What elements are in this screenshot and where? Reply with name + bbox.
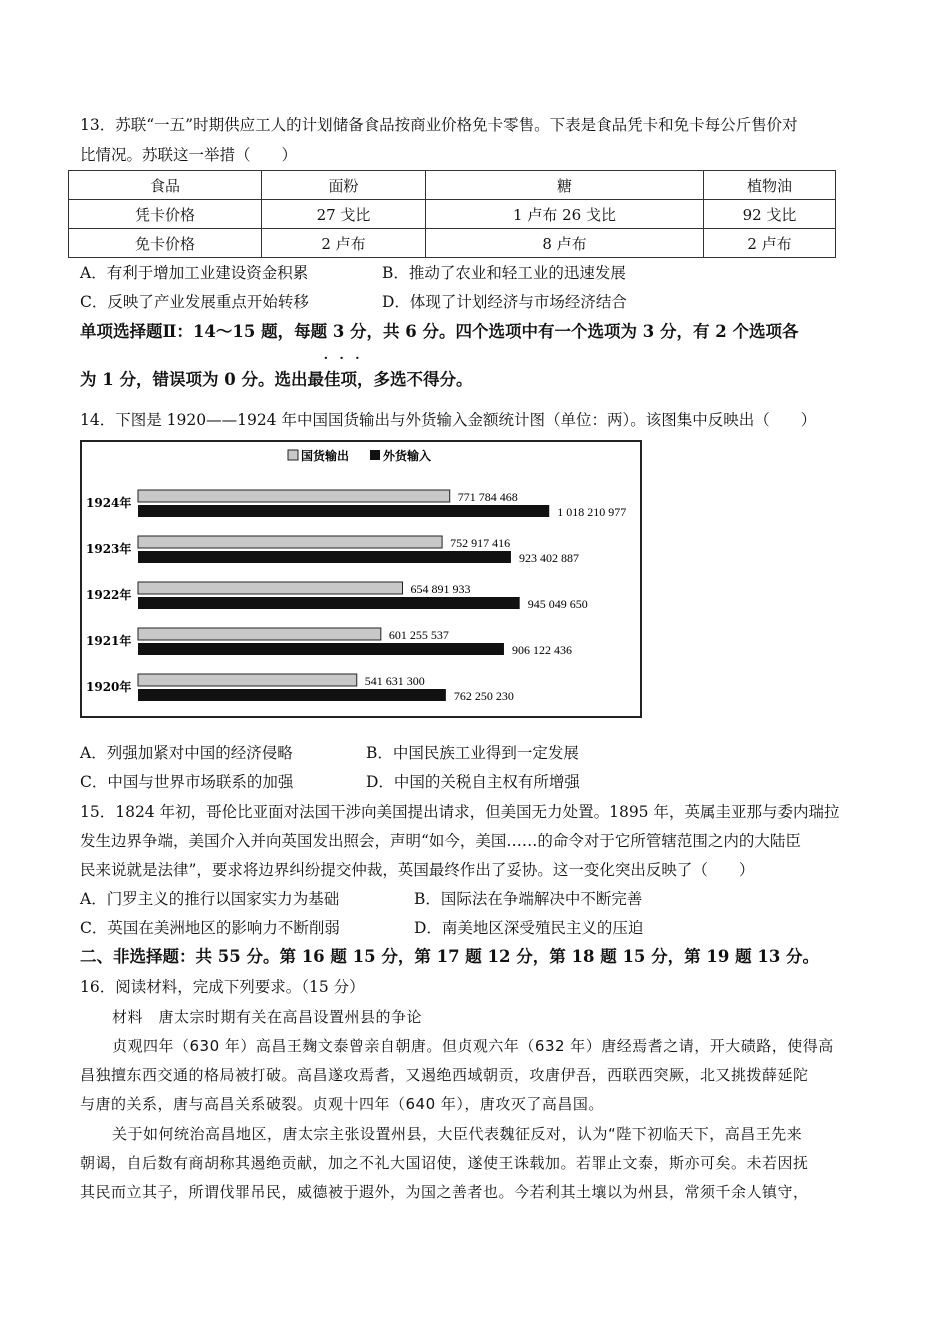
q15-stem-line1: 15．1824 年初，哥伦比亚面对法国干涉向美国提出请求，但美国无力处置。1895 年，英属圭亚那与委内瑞拉 (80, 803, 840, 821)
y-tick-label: 1924年 (86, 496, 132, 510)
q15-stem-line3: 民来说就是法律”，要求将边界纠纷提交仲裁，英国最终作出了妥协。这一变化突出反映了（ ） (80, 861, 755, 879)
bar-import (138, 643, 504, 655)
material-p2-line3: 其民而立其子，所谓伐罪吊民，威德被于遐外，为国之善者也。今若利其土壤以为州县，常须千余人镇守， (80, 1183, 809, 1201)
material-title: 材料 唐太宗时期有关在高昌设置州县的争论 (112, 1008, 423, 1026)
q14-option-d: D．中国的关税自主权有所增强 (366, 773, 580, 791)
bar-import (138, 597, 520, 609)
emphasis-dots: ··· (323, 348, 371, 369)
q13-stem-line1: 13．苏联“一五”时期供应工人的计划储备食品按商业价格免卡零售。下表是食品凭卡和免卡每公斤售价对 (80, 116, 798, 134)
y-tick-label: 1923年 (86, 542, 132, 556)
legend-swatch-import (370, 450, 380, 460)
bar-export (138, 536, 442, 548)
table-cell: 8 卢布 (426, 229, 704, 258)
bar-import (138, 505, 549, 517)
legend-swatch-export (288, 450, 298, 460)
table-cell: 面粉 (262, 171, 426, 200)
bar-export (138, 582, 403, 594)
data-label: 762 250 230 (453, 689, 514, 703)
material-p1-line3: 与唐的关系，唐与高昌关系破裂。贞观十四年（640 年），唐攻灭了高昌国。 (80, 1095, 604, 1113)
q13-option-a: A．有利于增加工业建设资金积累 (80, 264, 309, 282)
bar-export (138, 674, 357, 686)
q14-option-b: B．中国民族工业得到一定发展 (366, 744, 579, 762)
data-label: 601 255 537 (388, 628, 449, 642)
bar-export (138, 490, 450, 502)
data-label: 923 402 887 (518, 551, 579, 565)
trade-bar-chart (80, 440, 642, 718)
q13-option-c: C．反映了产业发展重点开始转移 (80, 293, 309, 311)
q15-stem-line2: 发生边界争端，美国介入并向英国发出照会，声明“如今，美国……的命令对于它所管辖范围之内的大陆臣 (80, 832, 801, 850)
material-p2-line2: 朝谒，自后数有商胡称其遏绝贡献，加之不礼大国诏使，遂使王诛载加。若罪止文泰，斯亦可矣。未若因抚 (80, 1154, 809, 1172)
q13-stem-line2: 比情况。苏联这一举措（ ） (80, 146, 298, 164)
y-tick-label: 1921年 (86, 634, 132, 648)
legend-label-import: 外货输入 (383, 449, 432, 463)
table-cell: 2 卢布 (704, 229, 836, 258)
table-cell: 27 戈比 (262, 200, 426, 229)
price-table (68, 170, 836, 258)
y-tick-label: 1922年 (86, 588, 132, 602)
bar-import (138, 551, 511, 563)
q14-option-a: A．列强加紧对中国的经济侵略 (80, 744, 293, 762)
data-label: 771 784 468 (457, 490, 518, 504)
data-label: 945 049 650 (527, 597, 588, 611)
table-cell: 食品 (69, 171, 262, 200)
table-cell: 免卡价格 (69, 229, 262, 258)
table-row (69, 200, 836, 229)
section1-line2: 为 1 分，错误项为 0 分。选出最佳项，多选不得分。 (80, 370, 473, 389)
table-header-row (69, 171, 836, 200)
table-row (69, 229, 836, 258)
bar-export (138, 628, 381, 640)
q15-option-d: D．南美地区深受殖民主义的压迫 (414, 919, 644, 937)
data-label: 906 122 436 (511, 643, 572, 657)
q14-option-c: C．中国与世界市场联系的加强 (80, 773, 294, 791)
data-label: 1 018 210 977 (557, 505, 627, 519)
q13-option-d: D．体现了计划经济与市场经济结合 (382, 293, 627, 311)
material-p2-line1: 关于如何统治高昌地区，唐太宗主张设置州县，大臣代表魏征反对，认为“陛下初临天下，高昌王先来 (112, 1125, 803, 1143)
table-cell: 2 卢布 (262, 229, 426, 258)
y-tick-label: 1920年 (86, 680, 132, 694)
material-p1-line1: 贞观四年（630 年）高昌王麹文泰曾亲自朝唐。但贞观六年（632 年）唐经焉耆之请，开大碛路，使得高 (112, 1037, 834, 1055)
bar-import (138, 689, 446, 701)
q14-stem: 14．下图是 1920——1924 年中国国货输出与外货输入金额统计图（单位：两）。该图集中反映出（ ） (80, 411, 817, 429)
q15-option-c: C．英国在美洲地区的影响力不断削弱 (80, 919, 340, 937)
data-label: 654 891 933 (410, 582, 471, 596)
section2-title: 二、非选择题：共 55 分。第 16 题 15 分，第 17 题 12 分，第 18 题 15 分，第 19 题 13 分。 (80, 947, 820, 966)
q15-option-b: B．国际法在争端解决中不断完善 (414, 890, 643, 908)
table-cell: 92 戈比 (704, 200, 836, 229)
data-label: 541 631 300 (364, 674, 425, 688)
q13-option-b: B．推动了农业和轻工业的迅速发展 (382, 264, 626, 282)
data-label: 752 917 416 (450, 536, 511, 550)
q16-stem: 16．阅读材料，完成下列要求。（15 分） (80, 978, 365, 996)
table-cell: 凭卡价格 (69, 200, 262, 229)
q15-option-a: A．门罗主义的推行以国家实力为基础 (80, 890, 340, 908)
table-cell: 植物油 (704, 171, 836, 200)
table-cell: 1 卢布 26 戈比 (426, 200, 704, 229)
table-cell: 糖 (426, 171, 704, 200)
legend-label-export: 国货输出 (301, 449, 350, 463)
section1-line1: 单项选择题Ⅱ：14～15 题，每题 3 分，共 6 分。四个选项中有一个选项为 3 分，有 2 个选项各 (80, 322, 799, 341)
material-p1-line2: 昌独擅东西交通的格局被打破。高昌遂攻焉耆，又遏绝西域朝贡，攻唐伊吾，西联西突厥，北又挑拨薛延陀 (80, 1066, 809, 1084)
